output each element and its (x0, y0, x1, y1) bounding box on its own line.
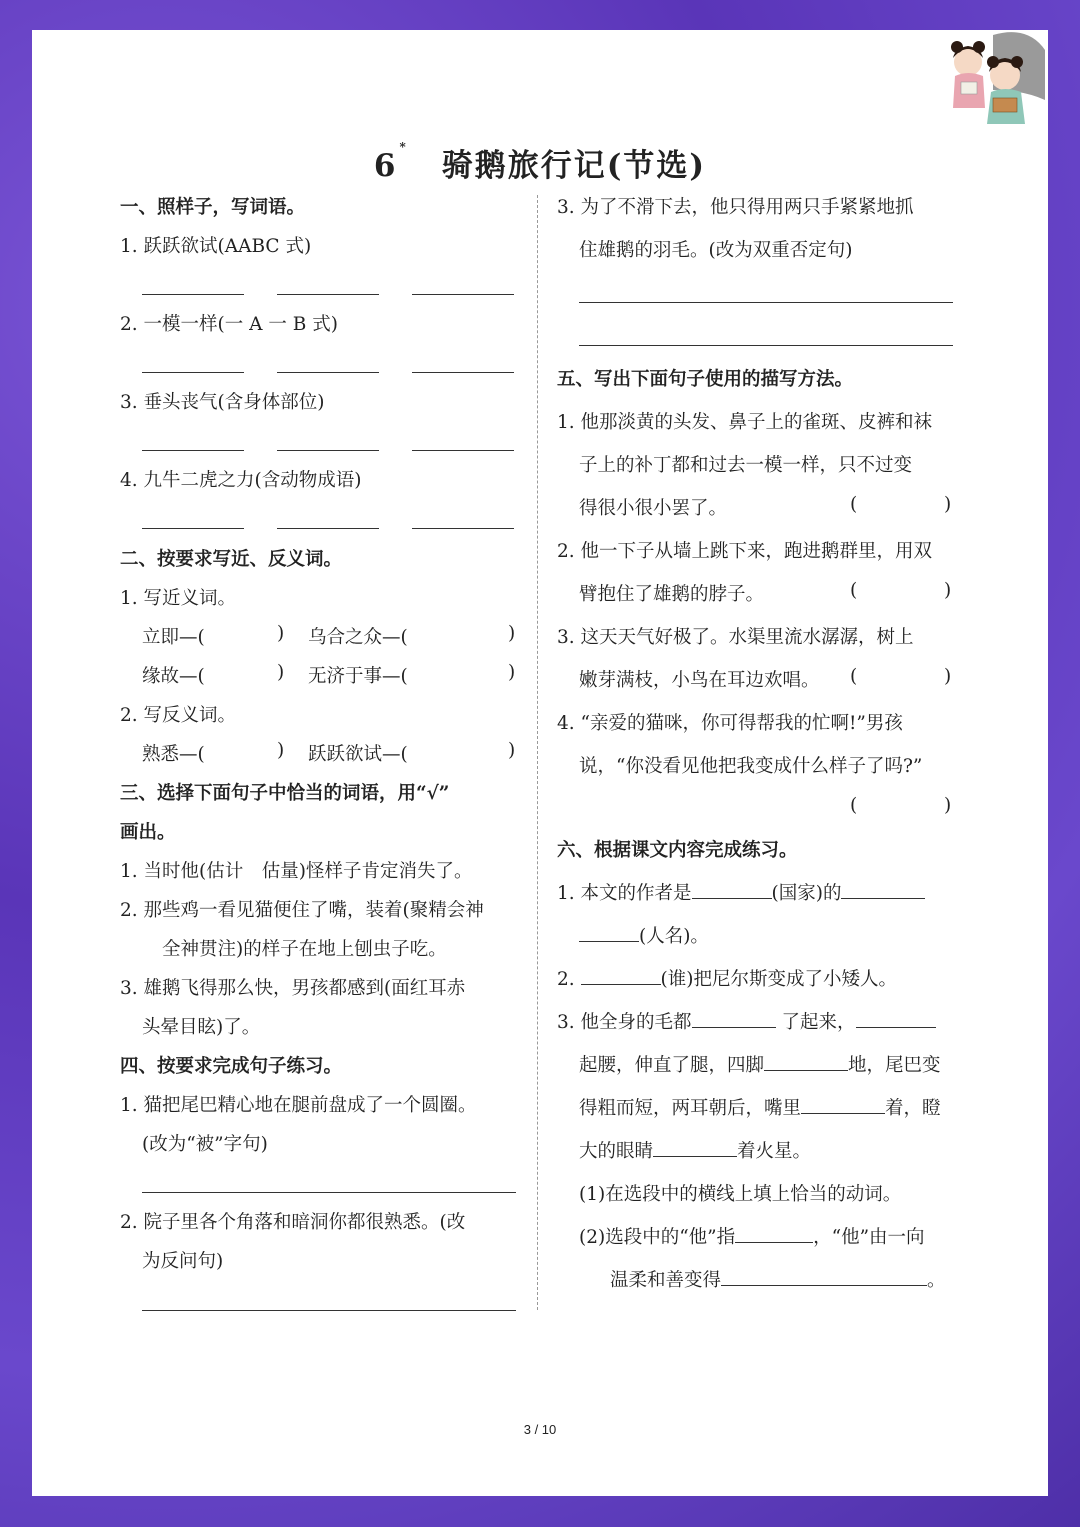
s3-question-2: 2. 那些鸡一看见猫便住了嘴，装着(聚精会神 (120, 900, 484, 921)
answer-paren-open: ( (850, 494, 858, 515)
s6-question-3-cont3: 大的眼睛 着火星。 (579, 1141, 812, 1162)
answer-paren-close[interactable]: ) (944, 494, 952, 515)
answer-blank[interactable] (653, 1140, 737, 1157)
answer-blank[interactable] (142, 528, 244, 529)
synonym-item: 缘故—( (142, 666, 205, 687)
answer-line[interactable] (579, 345, 953, 346)
s4-question-1-cont: (改为“被”字句) (142, 1134, 268, 1155)
s3-question-1: 1. 当时他(估计 估量)怪样子肯定消失了。 (120, 861, 473, 882)
answer-blank[interactable] (801, 1097, 885, 1114)
s5-question-4-cont: 说，“你没看见他把我变成什么样子了吗?” (579, 756, 923, 777)
answer-blank[interactable] (735, 1226, 813, 1243)
lesson-number: 6* (373, 140, 408, 184)
section-5-heading: 五、写出下面句子使用的描写方法。 (557, 369, 854, 390)
synonym-item: 无济于事—( (308, 666, 408, 687)
section-6-heading: 六、根据课文内容完成练习。 (557, 840, 798, 861)
column-divider (537, 195, 538, 1310)
s4-question-1: 1. 猫把尾巴精心地在腿前盘成了一个圆圈。 (120, 1095, 477, 1116)
answer-blank[interactable] (692, 882, 772, 899)
paren-close: ) (277, 623, 285, 644)
answer-line[interactable] (142, 1310, 516, 1311)
antonym-item: 熟悉—( (142, 744, 205, 765)
answer-blank[interactable] (277, 528, 379, 529)
paren-close: ) (508, 662, 516, 683)
worksheet-page (32, 30, 1048, 1496)
s5-question-1-cont2: 得很小很小罢了。 (579, 498, 728, 519)
paren-close: ) (277, 740, 285, 761)
answer-paren-open: ( (850, 795, 858, 816)
s6-question-3-cont: 起腰，伸直了腿，四脚 地，尾巴变 (579, 1055, 941, 1076)
section-1-heading: 一、照样子，写词语。 (120, 197, 306, 218)
answer-blank[interactable] (412, 450, 514, 451)
s3-question-3-cont: 头晕目眩)了。 (142, 1017, 261, 1038)
s1-question-4: 4. 九牛二虎之力(含动物成语) (120, 470, 362, 491)
s5-question-2: 2. 他一下子从墙上跳下来，跑进鹅群里，用双 (557, 541, 933, 562)
section-4-heading: 四、按要求完成句子练习。 (120, 1056, 343, 1077)
section-3-heading-cont: 画出。 (120, 822, 176, 843)
answer-line[interactable] (142, 1192, 516, 1193)
answer-blank[interactable] (142, 372, 244, 373)
paren-close: ) (508, 740, 516, 761)
synonym-item: 立即—( (142, 627, 205, 648)
answer-blank[interactable] (579, 925, 639, 942)
s6-question-2: 2. (谁)把尼尔斯变成了小矮人。 (557, 969, 897, 990)
answer-blank[interactable] (142, 450, 244, 451)
answer-blank[interactable] (581, 968, 661, 985)
s5-question-2-cont: 臂抱住了雄鹅的脖子。 (579, 584, 765, 605)
s1-question-2: 2. 一模一样(一 A 一 B 式) (120, 314, 338, 335)
answer-blank[interactable] (764, 1054, 848, 1071)
answer-paren-close[interactable]: ) (944, 795, 952, 816)
s6-question-1-cont: (人名)。 (579, 922, 709, 948)
answer-blank[interactable] (721, 1269, 927, 1286)
s4-question-3-cont: 住雄鹅的羽毛。(改为双重否定句) (579, 240, 853, 261)
s5-question-3-cont: 嫩芽满枝，小鸟在耳边欢唱。 (579, 670, 820, 691)
s6-question-1: 1. 本文的作者是 (国家)的 (557, 879, 925, 905)
s5-question-4: 4. “亲爱的猫咪，你可得帮我的忙啊!”男孩 (557, 713, 903, 734)
section-2-heading: 二、按要求写近、反义词。 (120, 549, 343, 570)
lesson-title (32, 140, 1048, 185)
s2-sub-1: 1. 写近义词。 (120, 588, 237, 609)
lesson-title-text: 骑鹅旅行记(节选) (441, 148, 707, 184)
answer-paren-close[interactable]: ) (944, 580, 952, 601)
answer-blank[interactable] (142, 294, 244, 295)
answer-blank[interactable] (412, 372, 514, 373)
answer-blank[interactable] (277, 372, 379, 373)
reading-children-illustration (933, 30, 1048, 130)
antonym-item: 跃跃欲试—( (308, 744, 408, 765)
answer-blank[interactable] (856, 1011, 936, 1028)
answer-blank[interactable] (412, 294, 514, 295)
section-3-heading: 三、选择下面句子中恰当的词语，用“√” (120, 783, 450, 804)
answer-blank[interactable] (277, 294, 379, 295)
answer-blank[interactable] (412, 528, 514, 529)
s2-sub-2: 2. 写反义词。 (120, 705, 237, 726)
s5-question-3: 3. 这天天气好极了。水渠里流水潺潺，树上 (557, 627, 914, 648)
s1-question-1: 1. 跃跃欲试(AABC 式) (120, 236, 312, 257)
paren-close: ) (508, 623, 516, 644)
s6-question-3-sub2-cont: 温柔和善变得 。 (610, 1270, 946, 1291)
s6-question-3-cont2: 得粗而短，两耳朝后，嘴里 着，瞪 (579, 1098, 941, 1119)
s4-question-2-cont: 为反问句) (142, 1251, 224, 1272)
s3-question-3: 3. 雄鹅飞得那么快，男孩都感到(面红耳赤 (120, 978, 466, 999)
answer-blank[interactable] (841, 882, 925, 899)
s1-question-3: 3. 垂头丧气(含身体部位) (120, 392, 325, 413)
s6-question-3: 3. 他全身的毛都 了起来， (557, 1008, 936, 1034)
answer-paren-open: ( (850, 580, 858, 601)
s6-question-3-sub2: (2)选段中的“他”指 ，“他”由一向 (579, 1227, 925, 1248)
answer-blank[interactable] (277, 450, 379, 451)
s4-question-2: 2. 院子里各个角落和暗洞你都很熟悉。(改 (120, 1212, 466, 1233)
s3-question-2-cont: 全神贯注)的样子在地上刨虫子吃。 (162, 939, 447, 960)
answer-blank[interactable] (692, 1011, 776, 1028)
synonym-item: 乌合之众—( (308, 627, 408, 648)
answer-paren-close[interactable]: ) (944, 666, 952, 687)
answer-line[interactable] (579, 302, 953, 303)
answer-paren-open: ( (850, 666, 858, 687)
s5-question-1: 1. 他那淡黄的头发、鼻子上的雀斑、皮裤和袜 (557, 412, 933, 433)
s4-question-3: 3. 为了不滑下去，他只得用两只手紧紧地抓 (557, 197, 914, 218)
paren-close: ) (277, 662, 285, 683)
s6-question-3-sub1: (1)在选段中的横线上填上恰当的动词。 (579, 1184, 902, 1205)
page-indicator: 3 / 10 (523, 1422, 557, 1437)
s5-question-1-cont: 子上的补丁都和过去一模一样，只不过变 (579, 455, 913, 476)
